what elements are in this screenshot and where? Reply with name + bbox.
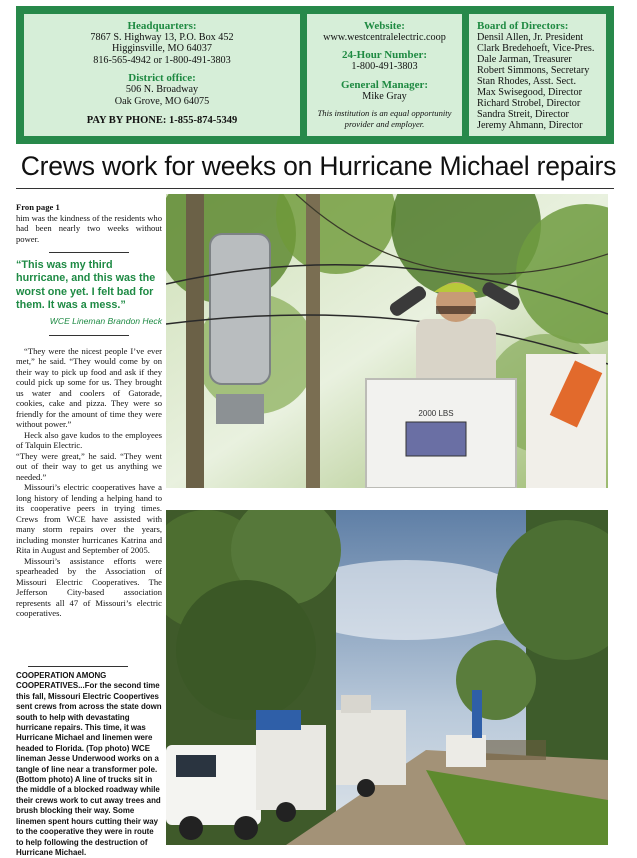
board-member: Dale Jarman, Treasurer <box>477 54 572 65</box>
bottom-photo-trucks <box>166 510 608 845</box>
hotline-title: 24-Hour Number: <box>341 49 428 62</box>
district-address: 506 N. Broadway <box>125 84 199 96</box>
board-member: Richard Strobel, Director <box>477 98 581 109</box>
contact-box <box>307 14 462 136</box>
board-member: Sandra Streit, Director <box>477 109 569 120</box>
article-column <box>16 202 162 619</box>
quote-attribution: WCE Lineman Brandon Heck <box>49 316 162 327</box>
board-member: Jeremy Ahmann, Director <box>477 120 583 131</box>
article-paragraph: “They were great,” he said. “They went out of their way to get us anything we needed.” <box>16 450 162 482</box>
masthead-header <box>16 6 614 144</box>
article-paragraph: Missouri’s assistance efforts were spearheaded by the Association of Missouri Electric Cooperatives. The Jefferson City-based association represents all 47 of Missouri’s electric cooperatives. <box>16 555 162 619</box>
board-member: Robert Simmons, Secretary <box>477 65 590 76</box>
bucket-label: 2000 LBS <box>418 409 454 418</box>
board-member: Max Swisegood, Director <box>477 87 582 98</box>
board-box <box>469 14 606 136</box>
district-city: Oak Grove, MO 64075 <box>114 95 210 107</box>
trucks-illustration <box>166 510 608 845</box>
board-member: Densil Allen, Jr. President <box>477 32 584 43</box>
hq-city: Higginsville, MO 64037 <box>112 43 212 55</box>
board-member: Stan Rhodes, Asst. Sect. <box>477 76 577 87</box>
equal-opportunity-note: This institution is an equal opportunity provider and employer. <box>317 108 452 129</box>
district-title: District office: <box>128 72 196 85</box>
quote-rule-top <box>49 252 129 253</box>
continued-from: Fron page 1 <box>16 202 60 212</box>
article-headline: Crews work for weeks on Hurricane Michael repairs <box>20 151 617 181</box>
board-title: Board of Directors: <box>477 20 569 32</box>
hq-phone: 816-565-4942 or 1-800-491-3803 <box>93 54 231 66</box>
headline-rule <box>16 188 614 189</box>
board-list <box>477 32 602 131</box>
website-url: www.westcentralelectric.coop <box>323 32 446 43</box>
board-member: Clark Bredehoeft, Vice-Pres. <box>477 43 595 54</box>
hq-title: Headquarters: <box>127 20 197 32</box>
photo-caption <box>16 666 162 858</box>
article-paragraph: Missouri’s electric cooperatives have a long history of lending a helping hand to its cooperative peers in trying times. Crews from WCE have assisted with many storm repairs over the years, including monster hurricanes Katrina and Rita in August and September of 2005. <box>16 482 162 556</box>
hq-address: 7867 S. Highway 13, P.O. Box 452 <box>90 32 234 43</box>
pull-quote: “This was my third hurricane, and this was the worst one yet. I felt bad for them. It was a mess.” <box>16 259 156 311</box>
headquarters-box <box>24 14 300 136</box>
article-paragraph: Heck also gave kudos to the employees of Talquin Electric. <box>16 429 162 451</box>
quote-rule-bottom <box>49 335 129 336</box>
caption-rule <box>28 666 128 667</box>
hotline-number: 1-800-491-3803 <box>351 61 418 73</box>
manager-name: Mike Gray <box>362 90 407 102</box>
manager-title: General Manager: <box>340 78 429 91</box>
article-intro: him was the kindness of the residents who had been nearly two weeks without power. <box>16 212 162 244</box>
lineman-illustration <box>166 194 608 488</box>
article-paragraph: “They were the nicest people I’ve ever met,” he said. “They would come by on their way to pick up food and ask if they could pick up some for us. They brought us water and coolers of Gatorade, cookies, cake and pizza. They were so friendly for the amount of time they were without power.” <box>16 345 162 430</box>
pay-by-phone: PAY BY PHONE: 1-855-874-5349 <box>86 115 238 127</box>
caption-text: COOPERATION AMONG COOPERATIVES...For the second time this fall, Missouri Electric Coopertives sent crews from across the state down south to help with devastating hurricane repairs. This time, it was Hurricane Michael and linemen were headed to Florida. (Top photo) WCE lineman Jesse Underwood works on a tangle of line near a transformer pole. (Bottom photo) A line of trucks sit in the middle of a blocked roadway while their crews work to cut away trees and brush blocking their way. Some linemen spent hours cutting their way to the cooperative they were in route to help following the destruction of Hurricane Michael. <box>16 671 162 857</box>
top-photo-lineman <box>166 194 608 488</box>
website-title: Website: <box>364 20 405 32</box>
